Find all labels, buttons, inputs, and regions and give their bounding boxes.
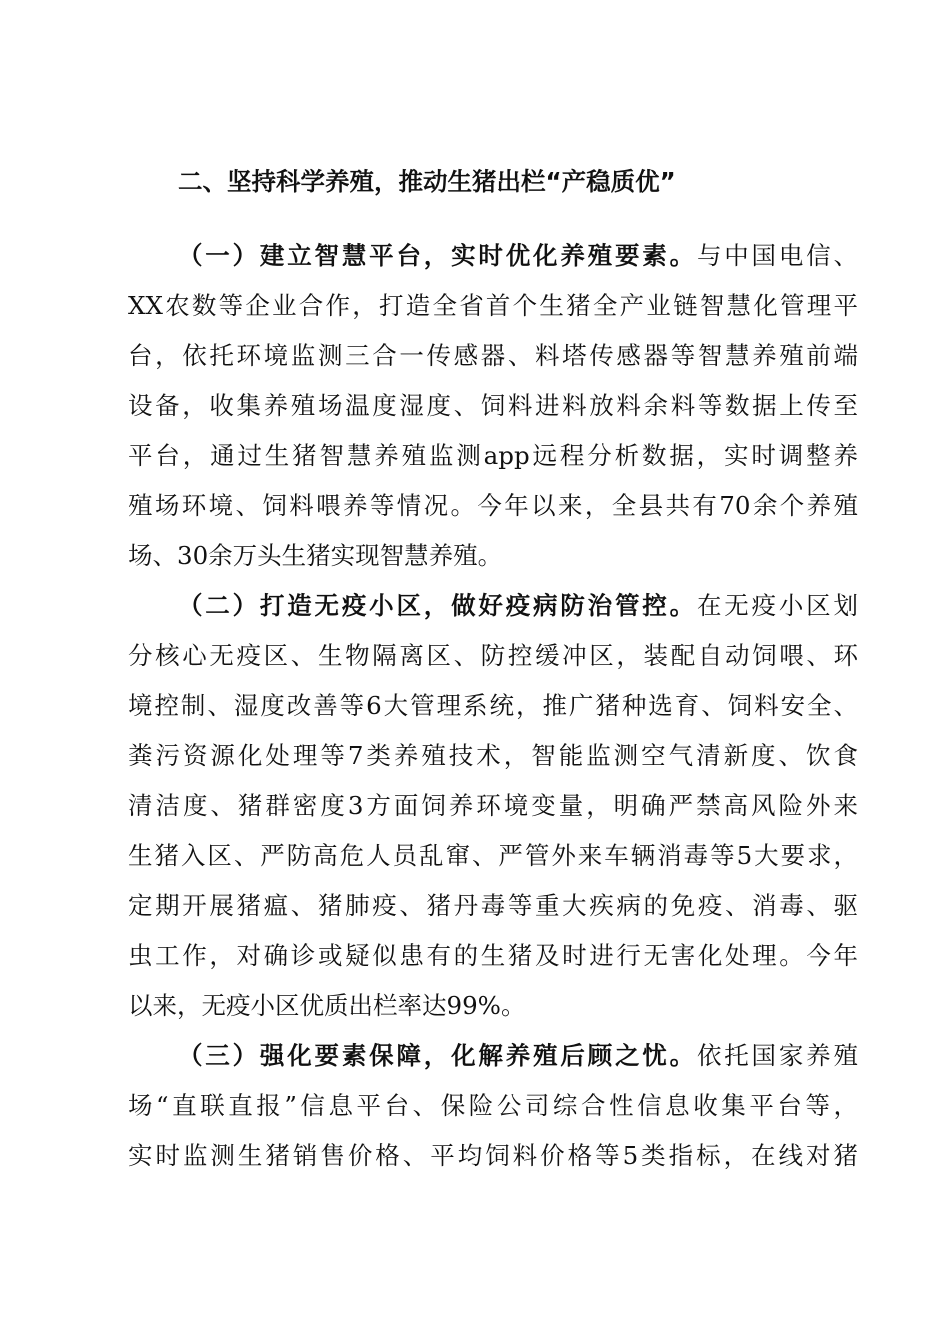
paragraph-line: 殖场环境、饲料喂养等情况。今年以来，全县共有70余个养殖 bbox=[128, 491, 858, 520]
paragraph-line: 境控制、湿度改善等6大管理系统，推广猪种选育、饲料安全、 bbox=[128, 691, 858, 720]
paragraph-line: 定期开展猪瘟、猪肺疫、猪丹毒等重大疾病的免疫、消毒、驱 bbox=[128, 891, 858, 920]
paragraph-text: 在无疫小区划 bbox=[696, 591, 858, 620]
paragraph-text: 与中国电信、 bbox=[696, 241, 858, 270]
paragraph-line bbox=[178, 1036, 858, 1076]
paragraph-lead: （一）建立智慧平台，实时优化养殖要素。 bbox=[178, 241, 697, 270]
paragraph-line: 设备，收集养殖场温度湿度、饲料进料放料余料等数据上传至 bbox=[128, 391, 858, 420]
paragraph-text: 依托国家养殖 bbox=[696, 1041, 858, 1070]
paragraph-lead: （三）强化要素保障，化解养殖后顾之忧。 bbox=[178, 1041, 697, 1070]
paragraph-line: 场“直联直报”信息平台、保险公司综合性信息收集平台等， bbox=[128, 1091, 858, 1120]
paragraph-line: 分核心无疫区、生物隔离区、防控缓冲区，装配自动饲喂、环 bbox=[128, 641, 858, 670]
paragraph-line: XX农数等企业合作，打造全省首个生猪全产业链智慧化管理平 bbox=[128, 291, 858, 320]
section-heading: 二、坚持科学养殖，推动生猪出栏“产稳质优” bbox=[178, 167, 676, 196]
paragraph-line: 实时监测生猪销售价格、平均饲料价格等5类指标，在线对猪 bbox=[128, 1141, 858, 1170]
paragraph-line: 以来，无疫小区优质出栏率达99%。 bbox=[128, 991, 526, 1020]
paragraph-line: 场、30余万头生猪实现智慧养殖。 bbox=[128, 541, 503, 570]
paragraph-line: 粪污资源化处理等7类养殖技术，智能监测空气清新度、饮食 bbox=[128, 741, 858, 770]
paragraph-lead: （二）打造无疫小区，做好疫病防治管控。 bbox=[178, 591, 697, 620]
paragraph-line bbox=[178, 586, 858, 626]
paragraph-line: 生猪入区、严防高危人员乱窜、严管外来车辆消毒等5大要求， bbox=[128, 841, 858, 870]
paragraph-line bbox=[178, 236, 858, 276]
paragraph-line: 台，依托环境监测三合一传感器、料塔传感器等智慧养殖前端 bbox=[128, 341, 858, 370]
paragraph-line: 清洁度、猪群密度3方面饲养环境变量，明确严禁高风险外来 bbox=[128, 791, 858, 820]
paragraph-line: 平台，通过生猪智慧养殖监测app远程分析数据，实时调整养 bbox=[128, 441, 858, 470]
paragraph-line: 虫工作，对确诊或疑似患有的生猪及时进行无害化处理。今年 bbox=[128, 941, 858, 970]
